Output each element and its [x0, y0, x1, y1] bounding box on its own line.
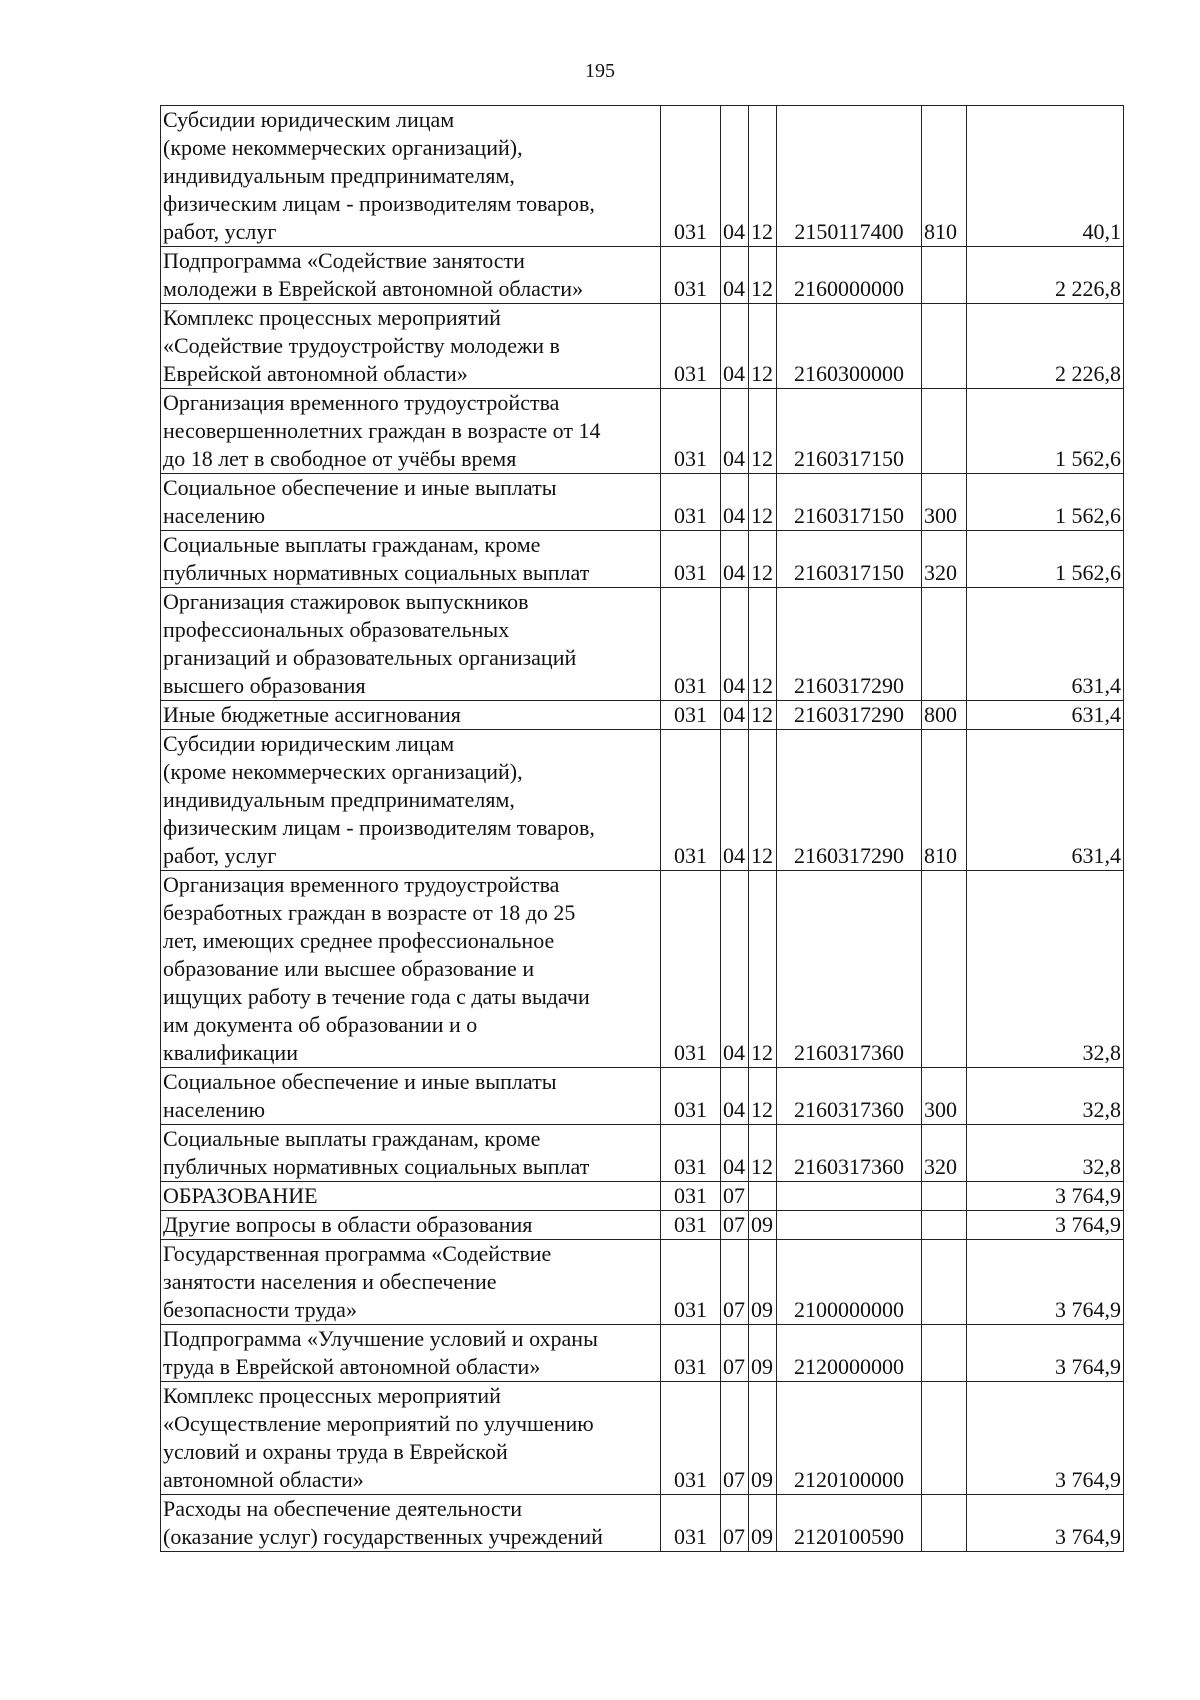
target-article-cell: 2160317360 [777, 1125, 922, 1182]
section-code-cell: 04 [721, 1125, 749, 1182]
target-article-cell: 2120100000 [777, 1382, 922, 1495]
description-line: Расходы на обеспечение деятельности [163, 1496, 523, 1521]
description-cell [161, 474, 661, 531]
department-code-cell: 031 [661, 588, 721, 701]
description-line: Еврейской автономной области» [163, 361, 468, 386]
expense-type-cell: 810 [922, 106, 967, 247]
expense-type-cell: 810 [922, 730, 967, 871]
description-line: занятости населения и обеспечение [163, 1269, 497, 1294]
table-row [161, 247, 1124, 304]
expense-type-cell [922, 1495, 967, 1552]
department-code-cell: 031 [661, 1495, 721, 1552]
amount-cell: 32,8 [967, 1068, 1124, 1125]
target-article-cell: 2160300000 [777, 304, 922, 389]
description-line: профессиональных образовательных [163, 617, 510, 642]
table-row [161, 1325, 1124, 1382]
description-cell [161, 531, 661, 588]
department-code-cell: 031 [661, 1125, 721, 1182]
description-line: автономной области» [163, 1467, 364, 1492]
section-code-cell: 04 [721, 588, 749, 701]
description-line: Организация временного трудоустройства [163, 872, 560, 897]
subsection-code-cell: 12 [749, 871, 777, 1068]
section-code-cell: 04 [721, 1068, 749, 1125]
amount-cell: 631,4 [967, 730, 1124, 871]
amount-cell: 1 562,6 [967, 531, 1124, 588]
amount-cell: 631,4 [967, 701, 1124, 730]
description-cell [161, 106, 661, 247]
section-code-cell: 04 [721, 106, 749, 247]
description-line: Подпрограмма «Улучшение условий и охраны [163, 1326, 598, 1351]
section-code-cell: 04 [721, 531, 749, 588]
table-row [161, 389, 1124, 474]
description-line: до 18 лет в свободное от учёбы время [163, 446, 517, 471]
description-line: «Осуществление мероприятий по улучшению [163, 1411, 594, 1436]
description-line: Комплекс процессных мероприятий [163, 305, 501, 330]
subsection-code-cell: 12 [749, 701, 777, 730]
subsection-code-cell [749, 1182, 777, 1211]
description-line: Субсидии юридическим лицам [163, 731, 455, 756]
section-code-cell: 07 [721, 1182, 749, 1211]
amount-cell: 32,8 [967, 871, 1124, 1068]
department-code-cell: 031 [661, 531, 721, 588]
description-line: Подпрограмма «Содействие занятости [163, 248, 525, 273]
table-row [161, 1382, 1124, 1495]
expense-type-cell [922, 1240, 967, 1325]
description-cell [161, 304, 661, 389]
table-row [161, 1182, 1124, 1211]
description-line: Социальное обеспечение и иные выплаты [163, 475, 557, 500]
table-row [161, 730, 1124, 871]
description-line: высшего образования [163, 673, 366, 698]
description-line: Государственная программа «Содействие [163, 1241, 552, 1266]
table-row [161, 871, 1124, 1068]
description-line: Организация стажировок выпускников [163, 589, 529, 614]
subsection-code-cell: 12 [749, 389, 777, 474]
section-code-cell: 07 [721, 1382, 749, 1495]
description-cell [161, 730, 661, 871]
subsection-code-cell: 12 [749, 1125, 777, 1182]
expense-type-cell: 300 [922, 474, 967, 531]
table-row [161, 1068, 1124, 1125]
expense-type-cell [922, 1211, 967, 1240]
description-cell [161, 1125, 661, 1182]
section-code-cell: 07 [721, 1495, 749, 1552]
department-code-cell: 031 [661, 389, 721, 474]
description-line: Организация временного трудоустройства [163, 390, 560, 415]
description-line: Социальные выплаты гражданам, кроме [163, 1126, 541, 1151]
description-line: населению [163, 1097, 266, 1122]
description-cell [161, 1325, 661, 1382]
section-code-cell: 04 [721, 389, 749, 474]
subsection-code-cell: 12 [749, 106, 777, 247]
description-line: Другие вопросы в области образования [163, 1212, 533, 1237]
subsection-code-cell: 12 [749, 1068, 777, 1125]
subsection-code-cell: 09 [749, 1211, 777, 1240]
expense-type-cell [922, 1382, 967, 1495]
amount-cell: 2 226,8 [967, 247, 1124, 304]
description-line: работ, услуг [163, 219, 277, 244]
section-code-cell: 04 [721, 304, 749, 389]
description-line: Субсидии юридическим лицам [163, 107, 455, 132]
description-line: публичных нормативных социальных выплат [163, 1154, 590, 1179]
expense-type-cell: 300 [922, 1068, 967, 1125]
description-line: труда в Еврейской автономной области» [163, 1354, 541, 1379]
department-code-cell: 031 [661, 1182, 721, 1211]
department-code-cell: 031 [661, 1068, 721, 1125]
description-cell [161, 1495, 661, 1552]
section-code-cell: 07 [721, 1325, 749, 1382]
description-cell [161, 588, 661, 701]
description-line: им документа об образовании и о [163, 1012, 478, 1037]
department-code-cell: 031 [661, 1211, 721, 1240]
department-code-cell: 031 [661, 304, 721, 389]
description-cell [161, 871, 661, 1068]
section-code-cell: 07 [721, 1211, 749, 1240]
subsection-code-cell: 12 [749, 531, 777, 588]
description-line: рганизаций и образовательных организаций [163, 645, 577, 670]
description-line: физическим лицам - производителям товаров, [163, 191, 595, 216]
department-code-cell: 031 [661, 871, 721, 1068]
description-line: несовершеннолетних граждан в возрасте от 14 [163, 418, 601, 443]
description-line: условий и охраны труда в Еврейской [163, 1439, 508, 1464]
amount-cell: 631,4 [967, 588, 1124, 701]
description-line: Иные бюджетные ассигнования [163, 702, 461, 727]
amount-cell: 3 764,9 [967, 1240, 1124, 1325]
subsection-code-cell: 09 [749, 1325, 777, 1382]
expense-type-cell [922, 389, 967, 474]
subsection-code-cell: 12 [749, 304, 777, 389]
subsection-code-cell: 09 [749, 1240, 777, 1325]
target-article-cell: 2160317290 [777, 701, 922, 730]
department-code-cell: 031 [661, 1240, 721, 1325]
target-article-cell: 2160317360 [777, 871, 922, 1068]
expense-type-cell: 800 [922, 701, 967, 730]
target-article-cell: 2120000000 [777, 1325, 922, 1382]
description-line: квалификации [163, 1040, 298, 1065]
description-cell [161, 1211, 661, 1240]
description-line: Комплекс процессных мероприятий [163, 1383, 501, 1408]
target-article-cell [777, 1211, 922, 1240]
description-cell [161, 1382, 661, 1495]
amount-cell: 3 764,9 [967, 1182, 1124, 1211]
department-code-cell: 031 [661, 730, 721, 871]
table-row [161, 1240, 1124, 1325]
amount-cell: 3 764,9 [967, 1382, 1124, 1495]
department-code-cell: 031 [661, 1382, 721, 1495]
amount-cell: 1 562,6 [967, 389, 1124, 474]
description-line: молодежи в Еврейской автономной области» [163, 276, 584, 301]
department-code-cell: 031 [661, 247, 721, 304]
expense-type-cell [922, 1325, 967, 1382]
table-row [161, 474, 1124, 531]
table-row [161, 531, 1124, 588]
description-cell [161, 1182, 661, 1211]
table-row [161, 1495, 1124, 1552]
description-cell [161, 1240, 661, 1325]
subsection-code-cell: 09 [749, 1495, 777, 1552]
table-row [161, 304, 1124, 389]
description-cell [161, 247, 661, 304]
department-code-cell: 031 [661, 1325, 721, 1382]
amount-cell: 2 226,8 [967, 304, 1124, 389]
description-line: образование или высшее образование и [163, 956, 535, 981]
table-row [161, 1211, 1124, 1240]
expense-type-cell [922, 1182, 967, 1211]
description-cell [161, 1068, 661, 1125]
section-code-cell: 04 [721, 730, 749, 871]
table-row [161, 588, 1124, 701]
subsection-code-cell: 12 [749, 474, 777, 531]
description-line: Социальные выплаты гражданам, кроме [163, 532, 541, 557]
expense-type-cell: 320 [922, 531, 967, 588]
table-row [161, 106, 1124, 247]
description-line: ищущих работу в течение года с даты выдачи [163, 984, 590, 1009]
amount-cell: 32,8 [967, 1125, 1124, 1182]
target-article-cell: 2100000000 [777, 1240, 922, 1325]
description-line: индивидуальным предпринимателям, [163, 163, 515, 188]
table-row [161, 1125, 1124, 1182]
target-article-cell: 2160317290 [777, 588, 922, 701]
description-line: (оказание услуг) государственных учреждений [163, 1524, 603, 1549]
description-line: работ, услуг [163, 843, 277, 868]
amount-cell: 3 764,9 [967, 1495, 1124, 1552]
description-line: индивидуальным предпринимателям, [163, 787, 515, 812]
target-article-cell: 2160317150 [777, 531, 922, 588]
section-code-cell: 07 [721, 1240, 749, 1325]
description-line: безопасности труда» [163, 1297, 357, 1322]
description-cell [161, 701, 661, 730]
department-code-cell: 031 [661, 474, 721, 531]
target-article-cell: 2160317360 [777, 1068, 922, 1125]
amount-cell: 3 764,9 [967, 1325, 1124, 1382]
table-row [161, 701, 1124, 730]
description-cell [161, 389, 661, 474]
subsection-code-cell: 12 [749, 730, 777, 871]
target-article-cell: 2160317290 [777, 730, 922, 871]
expense-type-cell [922, 588, 967, 701]
target-article-cell: 2160000000 [777, 247, 922, 304]
subsection-code-cell: 12 [749, 588, 777, 701]
description-line: (кроме некоммерческих организаций), [163, 135, 523, 160]
description-line: ОБРАЗОВАНИЕ [163, 1183, 318, 1208]
amount-cell: 40,1 [967, 106, 1124, 247]
expense-type-cell: 320 [922, 1125, 967, 1182]
target-article-cell [777, 1182, 922, 1211]
budget-table [160, 105, 1124, 1552]
page-number: 195 [585, 60, 615, 82]
expense-type-cell [922, 247, 967, 304]
amount-cell: 3 764,9 [967, 1211, 1124, 1240]
amount-cell: 1 562,6 [967, 474, 1124, 531]
expense-type-cell [922, 304, 967, 389]
description-line: населению [163, 503, 266, 528]
description-line: публичных нормативных социальных выплат [163, 560, 590, 585]
description-line: физическим лицам - производителям товаров, [163, 815, 595, 840]
section-code-cell: 04 [721, 871, 749, 1068]
target-article-cell: 2120100590 [777, 1495, 922, 1552]
section-code-cell: 04 [721, 247, 749, 304]
section-code-cell: 04 [721, 474, 749, 531]
description-line: Социальное обеспечение и иные выплаты [163, 1069, 557, 1094]
subsection-code-cell: 09 [749, 1382, 777, 1495]
description-line: лет, имеющих среднее профессиональное [163, 928, 555, 953]
target-article-cell: 2150117400 [777, 106, 922, 247]
section-code-cell: 04 [721, 701, 749, 730]
department-code-cell: 031 [661, 701, 721, 730]
target-article-cell: 2160317150 [777, 474, 922, 531]
description-line: «Содействие трудоустройству молодежи в [163, 333, 560, 358]
expense-type-cell [922, 871, 967, 1068]
description-line: безработных граждан в возрасте от 18 до 25 [163, 900, 576, 925]
subsection-code-cell: 12 [749, 247, 777, 304]
description-line: (кроме некоммерческих организаций), [163, 759, 523, 784]
target-article-cell: 2160317150 [777, 389, 922, 474]
department-code-cell: 031 [661, 106, 721, 247]
budget-table-body [161, 106, 1124, 1552]
